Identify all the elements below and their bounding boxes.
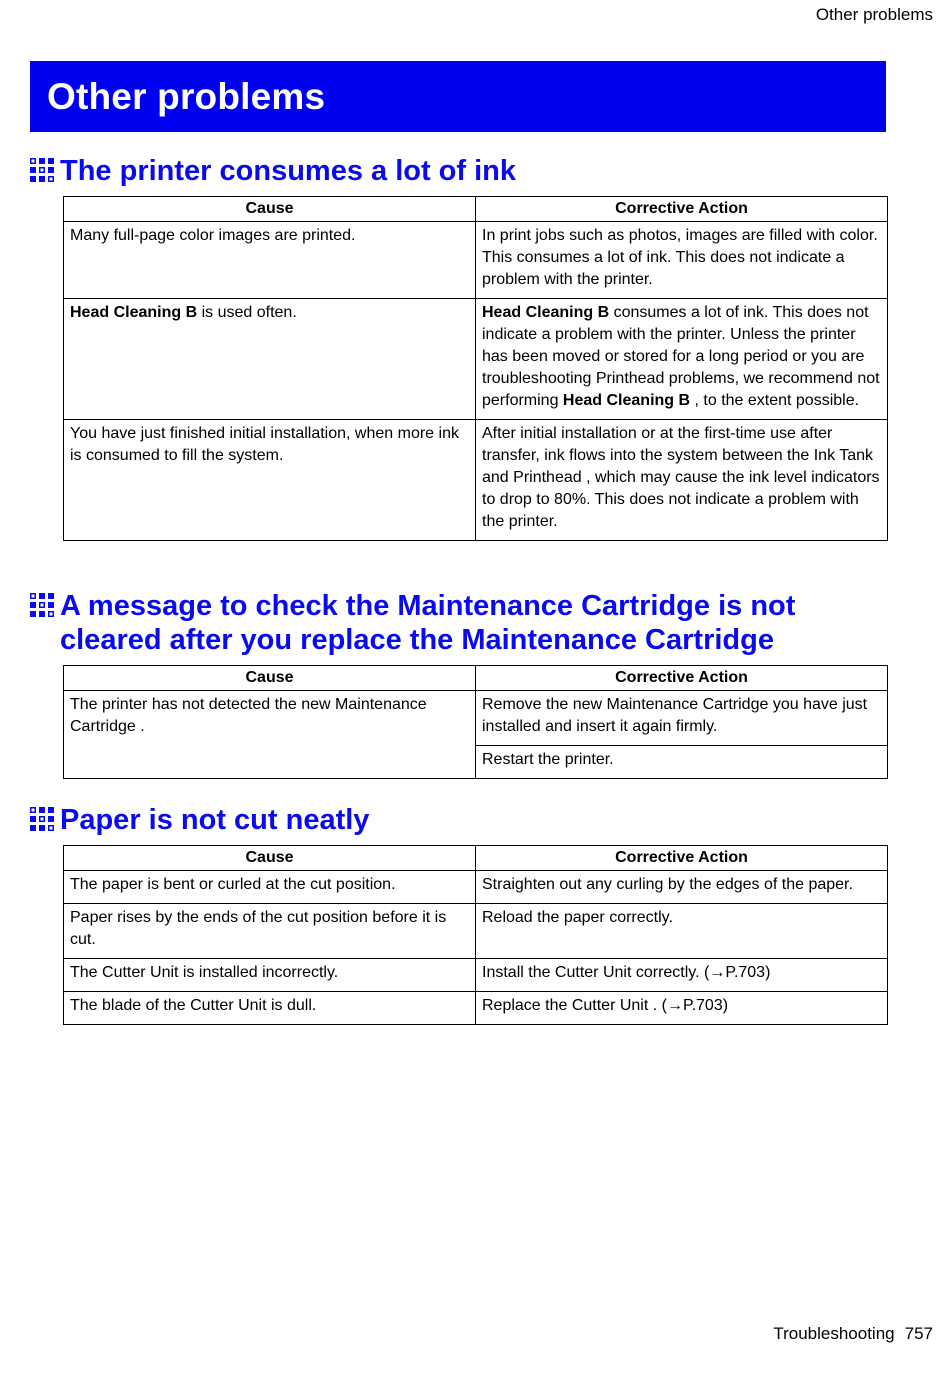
table-row — [64, 904, 888, 959]
table-row — [64, 871, 888, 904]
maintenance-cartridge-table — [63, 665, 888, 779]
section-title: The printer consumes a lot of ink — [60, 155, 517, 187]
table-header-row — [64, 846, 888, 871]
paper-cut-table — [63, 845, 888, 1025]
bold-term: Head Cleaning B — [562, 392, 691, 409]
table-row — [64, 959, 888, 992]
cause-cell — [64, 299, 476, 420]
table-header-row — [64, 666, 888, 691]
page-footer — [773, 1324, 933, 1344]
cause-cell: The Cutter Unit is installed incorrectly. — [64, 959, 476, 992]
action-text: consumes a lot of ink. This does not indicate a problem with the printer. Unless the printer has been moved or stored for a long period or you are troubleshooting Printhead problems, we recommend not performing — [482, 304, 880, 409]
cause-cell: The paper is bent or curled at the cut position. — [64, 871, 476, 904]
action-text: , to the extent possible. — [690, 392, 860, 409]
running-header: Other problems — [815, 5, 933, 24]
section-heading-ink — [30, 154, 890, 188]
header-action: Corrective Action — [476, 666, 888, 691]
banner-title: Other problems — [47, 75, 326, 117]
cause-cell: Paper rises by the ends of the cut position before it is cut. — [64, 904, 476, 959]
cause-text: is used often. — [197, 304, 297, 321]
table-row — [64, 691, 888, 746]
page-number: 757 — [904, 1324, 933, 1343]
action-cell: Restart the printer. — [476, 746, 888, 779]
ink-consumption-table — [63, 196, 888, 541]
table-row — [64, 992, 888, 1025]
action-cell: Straighten out any curling by the edges of the paper. — [476, 871, 888, 904]
cause-cell: The printer has not detected the new Maintenance Cartridge . — [64, 691, 476, 779]
action-cell: Replace the Cutter Unit . (→P.703) — [476, 992, 888, 1025]
section-title: Paper is not cut neatly — [60, 804, 370, 836]
bold-term: Head Cleaning B — [70, 304, 198, 321]
cause-cell: Many full-page color images are printed. — [64, 222, 476, 299]
table-row — [64, 222, 888, 299]
cause-cell: You have just finished initial installation, when more ink is consumed to fill the system. — [64, 420, 476, 541]
grid-icon — [30, 593, 54, 617]
cause-cell: The blade of the Cutter Unit is dull. — [64, 992, 476, 1025]
header-cause: Cause — [64, 846, 476, 871]
action-cell: Reload the paper correctly. — [476, 904, 888, 959]
bold-term: Head Cleaning B — [482, 304, 610, 321]
header-action: Corrective Action — [476, 197, 888, 222]
grid-icon — [30, 807, 54, 831]
table-header-row — [64, 197, 888, 222]
section-heading-paper-cut — [30, 803, 890, 837]
footer-section: Troubleshooting — [773, 1324, 895, 1343]
action-cell: In print jobs such as photos, images are filled with color. This consumes a lot of ink. This does not indicate a problem with the printer. — [476, 222, 888, 299]
action-cell: Remove the new Maintenance Cartridge you have just installed and insert it again firmly. — [476, 691, 888, 746]
header-cause: Cause — [64, 197, 476, 222]
header-cause: Cause — [64, 666, 476, 691]
chapter-banner — [30, 61, 886, 132]
action-cell: After initial installation or at the first-time use after transfer, ink flows into the system between the Ink Tank and Printhead , which may cause the ink level indicators to drop to 80%. This does not indicate a problem with the printer. — [476, 420, 888, 541]
action-cell — [476, 299, 888, 420]
grid-icon — [30, 158, 54, 182]
section-title: A message to check the Maintenance Cartridge is not cleared after you replace the Maintenance Cartridge — [60, 590, 796, 656]
action-cell: Install the Cutter Unit correctly. (→P.703) — [476, 959, 888, 992]
header-action: Corrective Action — [476, 846, 888, 871]
table-row — [64, 299, 888, 420]
table-row — [64, 420, 888, 541]
section-heading-maintenance — [30, 589, 890, 657]
